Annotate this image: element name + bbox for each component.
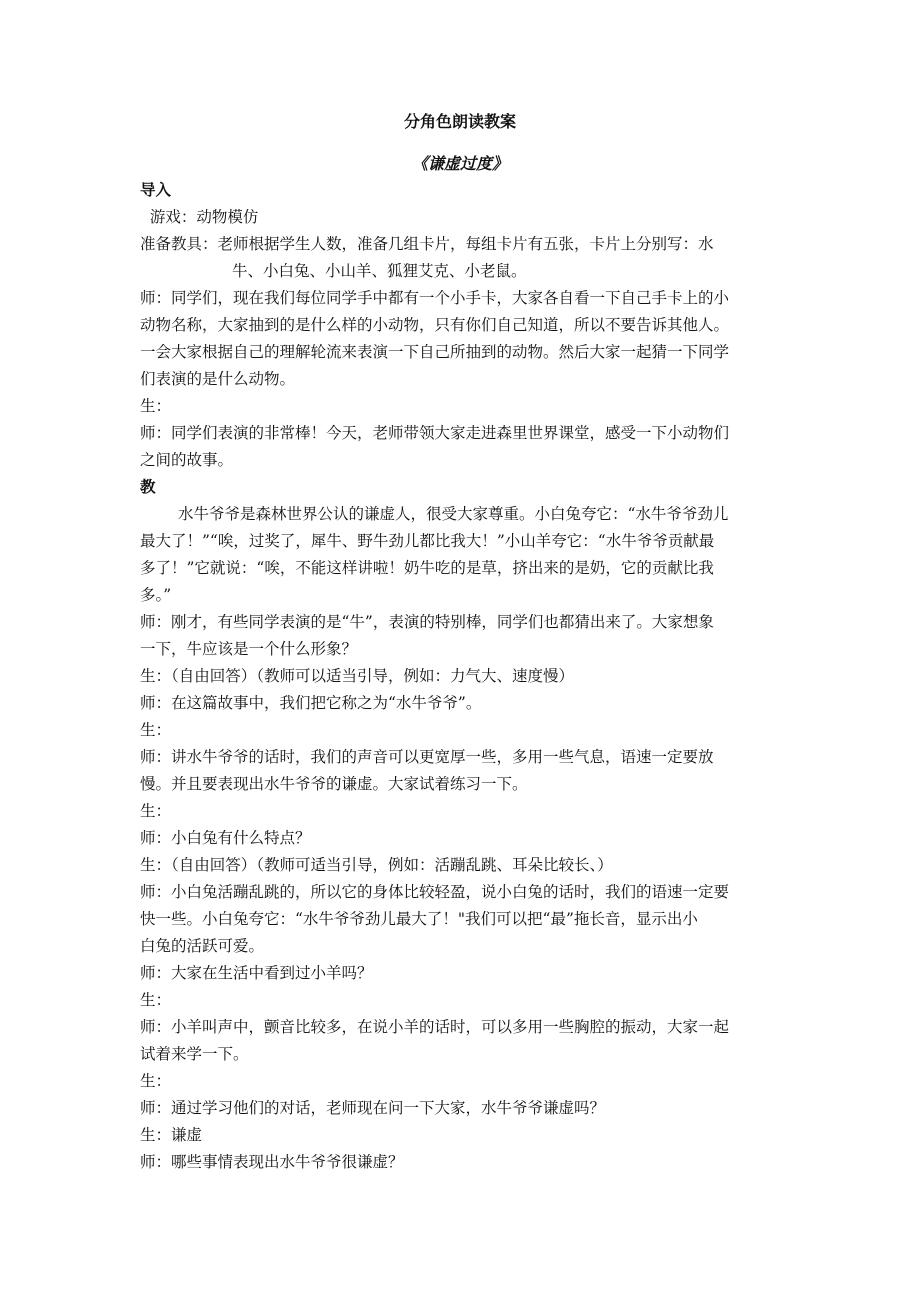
text-line: 一下，牛应该是一个什么形象？ xyxy=(140,640,358,658)
text-line: 师：小羊叫声中，颤音比较多，在说小羊的话时，可以多用一些胸腔的振动，大家一起 xyxy=(140,1018,730,1036)
text-line: 师：大家在生活中看到过小羊吗？ xyxy=(140,964,373,982)
text-line: 师：通过学习他们的对话，老师现在问一下大家，水牛爷爷谦虚吗？ xyxy=(140,1099,606,1117)
text-line: 师：小白兔有什么特点？ xyxy=(140,829,311,847)
text-line: 水牛爷爷是森林世界公认的谦虚人，很受大家尊重。小白兔夸它：“水牛爷爷劲儿 xyxy=(178,505,729,523)
text-line: 快一些。小白兔夸它：“水牛爷爷劲儿最大了！"我们可以把“最”拖长音，显示出小 xyxy=(140,910,698,928)
text-line: 师：小白兔活蹦乱跳的，所以它的身体比较轻盈，说小白兔的话时，我们的语速一定要 xyxy=(140,883,730,901)
text-line: 师：同学们，现在我们每位同学手中都有一个小手卡，大家各自看一下自己手卡上的小 xyxy=(140,289,730,307)
section-heading-teach: 教 xyxy=(140,477,156,496)
text-line: 师：哪些事情表现出水牛爷爷很谦虚？ xyxy=(140,1153,404,1171)
text-line: 师：讲水牛爷爷的话时，我们的声音可以更宽厚一些，多用一些气息，语速一定要放 xyxy=(140,748,714,766)
text-line: 生：谦虚 xyxy=(140,1126,203,1144)
text-line: 生： xyxy=(140,802,172,820)
text-line: 生： xyxy=(140,721,172,739)
text-line: 多。” xyxy=(140,586,172,604)
text-line: 动物名称，大家抽到的是什么样的小动物，只有你们自己知道，所以不要告诉其他人。 xyxy=(140,316,730,334)
text-line: 师：同学们表演的非常棒！今天，老师带领大家走进森里世界课堂，感受一下小动物们 xyxy=(140,424,730,442)
text-line: 生：（自由回答）（教师可适当引导，例如：活蹦乱跳、耳朵比较长、） xyxy=(140,856,613,874)
text-line: 之间的故事。 xyxy=(140,451,234,469)
section-heading-intro: 导入 xyxy=(140,180,172,199)
text-line: 师：刚才，有些同学表演的是“牛”，表演的特别棒，同学们也都猜出来了。大家想象 xyxy=(140,613,714,631)
text-line: 准备教具：老师根据学生人数，准备几组卡片，每组卡片有五张，卡片上分别写：水 xyxy=(140,235,714,253)
document-title: 分角色朗读教案 xyxy=(403,112,516,131)
document-subtitle: 《谦虚过度》 xyxy=(411,154,508,173)
text-line: 试着来学一下。 xyxy=(140,1045,249,1063)
text-line: 们表演的是什么动物。 xyxy=(140,370,296,388)
text-line: 慢。并且要表现出水牛爷爷的谦虚。大家试着练习一下。 xyxy=(140,775,528,793)
text-line: 白兔的活跃可爱。 xyxy=(140,937,265,955)
text-line: 生： xyxy=(140,991,172,1009)
text-line: 师：在这篇故事中，我们把它称之为“水牛爷爷”。 xyxy=(140,694,482,712)
text-line: 游戏：动物模仿 xyxy=(140,208,259,226)
text-line: 生： xyxy=(140,397,172,415)
text-line: 一会大家根据自己的理解轮流来表演一下自己所抽到的动物。然后大家一起猜一下同学 xyxy=(140,343,730,361)
text-line: 多了！”它就说：“唉，不能这样讲啦！奶牛吃的是草，挤出来的是奶，它的贡献比我 xyxy=(140,559,714,577)
text-line: 生：（自由回答）（教师可以适当引导，例如：力气大、速度慢） xyxy=(140,667,575,685)
text-line: 生： xyxy=(140,1072,172,1090)
text-line: 最大了！”“唉，过奖了，犀牛、野牛劲儿都比我大！”小山羊夸它：“水牛爷爷贡献最 xyxy=(140,532,715,550)
text-line: 牛、小白兔、小山羊、狐狸艾克、小老鼠。 xyxy=(232,262,527,280)
